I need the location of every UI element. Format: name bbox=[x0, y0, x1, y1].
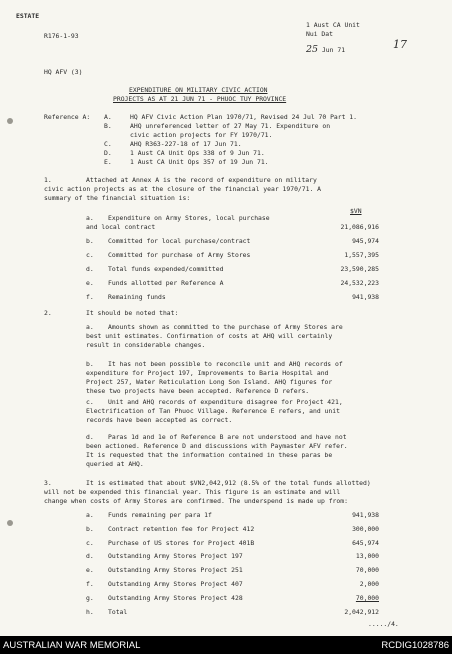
reference-text: 1 Aust CA Unit Ops 338 of 9 Jun 71. bbox=[130, 149, 265, 157]
summary-letter: e. bbox=[86, 279, 94, 287]
underspend-text: Outstanding Army Stores Project 197 bbox=[108, 552, 243, 561]
classification-stamp: ESTATE bbox=[16, 12, 40, 20]
para-1-line: civic action projects as at the closure of the financial year 1970/71. A bbox=[44, 185, 322, 193]
sender-unit: 1 Aust CA Unit bbox=[306, 21, 360, 29]
punch-hole bbox=[7, 118, 13, 124]
title-line-1: EXPENDITURE ON MILITARY CIVIC ACTION bbox=[129, 86, 268, 94]
underspend-letter: g. bbox=[86, 593, 94, 602]
summary-text: Funds allotted per Reference A bbox=[108, 279, 224, 287]
page-mark: 17 bbox=[393, 38, 407, 51]
underspend-amount: 2,000 bbox=[359, 580, 379, 588]
underspend-text: Outstanding Army Stores Project 251 bbox=[108, 566, 243, 575]
reference-letter: E. bbox=[104, 158, 112, 166]
summary-letter: c. bbox=[86, 251, 94, 259]
underspend-letter: d. bbox=[86, 552, 94, 561]
footer-source: AUSTRALIAN WAR MEMORIAL bbox=[3, 640, 141, 651]
underspend-letter: a. bbox=[86, 511, 94, 519]
summary-letter: d. bbox=[86, 265, 94, 273]
summary-text: Committed for local purchase/contract bbox=[108, 237, 251, 245]
underspend-text: Outstanding Army Stores Project 407 bbox=[108, 580, 243, 588]
underspend-amount: 2,042,912 bbox=[344, 607, 379, 616]
date-day: 25 bbox=[306, 44, 319, 55]
reference-text: HQ AFV Civic Action Plan 1970/71, Revised 24 Jul 70 Part 1. bbox=[130, 113, 358, 121]
underspend-letter: b. bbox=[86, 524, 94, 533]
note-letter: b. bbox=[86, 360, 94, 368]
summary-amount: 945,974 bbox=[352, 237, 379, 245]
para-1-number: 1. bbox=[44, 176, 52, 184]
note-line: Unit and AHQ records of expenditure disagree for Project 421, bbox=[108, 398, 343, 406]
document-date bbox=[306, 46, 345, 54]
summary-text: Expenditure on Army Stores, local purchase bbox=[108, 214, 270, 222]
reference-text: 1 Aust CA Unit Ops 357 of 19 Jun 71. bbox=[130, 158, 269, 166]
reference-letter: C. bbox=[104, 140, 112, 148]
underspend-amount: 941,938 bbox=[352, 511, 379, 519]
reference-text: civic action projects for FY 1970/71. bbox=[130, 131, 273, 139]
para-2-number: 2. bbox=[44, 309, 52, 317]
underspend-amount: 70,000 bbox=[355, 593, 379, 602]
reference-letter: A. bbox=[104, 113, 112, 121]
note-line: Project 257, Water Reticulation Long Son Island. AHQ figures for bbox=[86, 378, 333, 386]
summary-text-continued: and local contract bbox=[86, 223, 156, 231]
date-month-year: Jun 71 bbox=[321, 46, 346, 54]
note-line: It is requested that the information contained in these paras be bbox=[86, 451, 333, 459]
archive-footer bbox=[0, 636, 452, 654]
note-line: It has not been possible to reconcile unit and AHQ records of bbox=[108, 360, 343, 368]
para-3-number: 3. bbox=[44, 479, 52, 487]
underspend-text: Contract retention fee for Project 412 bbox=[108, 524, 255, 533]
file-reference: R176-1-93 bbox=[44, 32, 79, 40]
continuation-mark: ...../4. bbox=[368, 620, 399, 628]
summary-text: Committed for purchase of Army Stores bbox=[108, 251, 251, 259]
underspend-text: Purchase of US stores for Project 401B bbox=[108, 538, 255, 547]
summary-amount: 1,557,395 bbox=[344, 251, 379, 259]
underspend-amount: 13,000 bbox=[355, 552, 379, 561]
reference-text: AHQ R363-227-18 of 17 Jun 71. bbox=[130, 140, 242, 148]
summary-text: Total funds expended/committed bbox=[108, 265, 224, 273]
summary-amount: 941,938 bbox=[352, 293, 379, 301]
note-line: been actioned. Reference D and discussions with Paymaster AFV refer. bbox=[86, 442, 348, 450]
note-letter: c. bbox=[86, 398, 94, 406]
note-line: these two projects have been accepted. Reference D refers. bbox=[86, 387, 310, 395]
para-3-line: change when costs of Army Stores are confirmed. The underspend is made up from: bbox=[44, 497, 348, 505]
underspend-amount: 300,000 bbox=[352, 524, 379, 533]
note-line: best unit estimates. Confirmation of costs at AHQ will certainly bbox=[86, 332, 333, 340]
underspend-amount: 70,000 bbox=[355, 566, 379, 575]
note-line: queried at AHQ. bbox=[86, 460, 144, 468]
note-line: Amounts shown as committed to the purchase of Army Stores are bbox=[108, 323, 343, 331]
para-1-line: summary of the financial situation is: bbox=[44, 194, 191, 202]
para-3-line: will not be expended this financial year. This figure is an estimate and will bbox=[44, 488, 341, 496]
note-letter: a. bbox=[86, 323, 94, 331]
para-3-line: It is estimated that about $VN2,042,912 (8.5% of the total funds allotted) bbox=[86, 479, 371, 487]
underspend-letter: c. bbox=[86, 538, 94, 547]
note-line: Paras 1d and 1e of Reference B are not understood and have not bbox=[108, 433, 347, 441]
addressee: HQ AFV (3) bbox=[44, 68, 83, 76]
summary-amount: 21,086,916 bbox=[340, 223, 379, 231]
reference-letter: D. bbox=[104, 149, 112, 157]
underspend-letter: f. bbox=[86, 580, 94, 588]
summary-text: Remaining funds bbox=[108, 293, 166, 301]
underspend-text: Total bbox=[108, 607, 128, 616]
note-line: records have been accepted as correct. bbox=[86, 416, 233, 424]
footer-id: RCDIG1028786 bbox=[381, 640, 449, 651]
para-2-intro: It should be noted that: bbox=[86, 309, 179, 317]
underspend-letter: e. bbox=[86, 566, 94, 575]
para-1-line: Attached at Annex A is the record of expenditure on military bbox=[86, 176, 317, 184]
summary-letter: a. bbox=[86, 214, 94, 222]
reference-text: AHQ unreferenced letter of 27 May 71. Expenditure on bbox=[130, 122, 331, 130]
underspend-letter: h. bbox=[86, 607, 94, 616]
underspend-text: Outstanding Army Stores Project 428 bbox=[108, 593, 243, 602]
summary-amount: 23,590,285 bbox=[340, 265, 379, 273]
currency-header: $VN bbox=[350, 207, 362, 215]
underspend-text: Funds remaining per para 1f bbox=[108, 511, 212, 519]
summary-letter: b. bbox=[86, 237, 94, 245]
underspend-amount: 645,974 bbox=[352, 538, 379, 547]
sender-location: Nui Dat bbox=[306, 30, 333, 38]
reference-label: Reference A: bbox=[44, 113, 91, 121]
note-letter: d. bbox=[86, 433, 94, 441]
note-line: Electrification of Tan Phuoc Village. Reference E refers, and unit bbox=[86, 407, 340, 415]
summary-amount: 24,532,223 bbox=[340, 279, 379, 287]
note-line: result in considerable changes. bbox=[86, 341, 206, 349]
note-line: expenditure for Project 197, Improvements to Baria Hospital and bbox=[86, 369, 329, 377]
punch-hole bbox=[7, 520, 13, 526]
reference-letter: B. bbox=[104, 122, 112, 130]
title-line-2: PROJECTS AS AT 21 JUN 71 - PHUOC TUY PROVINCE bbox=[113, 95, 287, 103]
summary-letter: f. bbox=[86, 293, 94, 301]
